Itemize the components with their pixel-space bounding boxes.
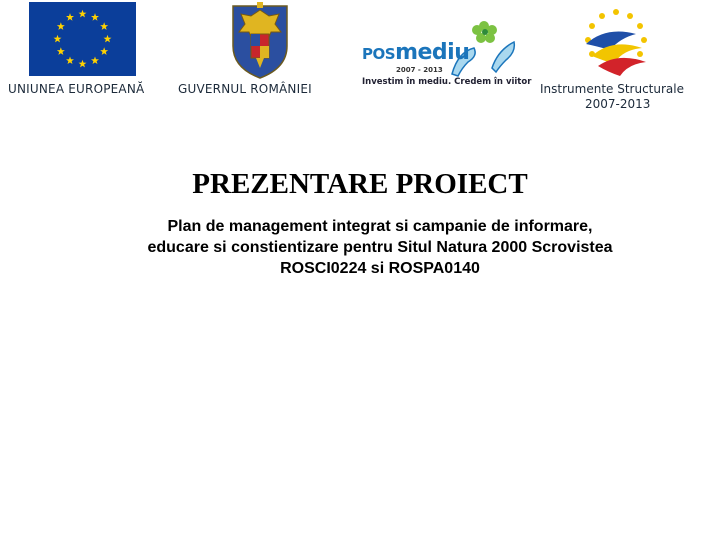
structural-caption: Instrumente Structurale xyxy=(540,82,684,96)
eu-caption: UNIUNEA EUROPEANĂ xyxy=(8,82,145,96)
subtitle-line: Plan de management integrat si campanie de informare, xyxy=(167,218,593,235)
structural-years: 2007-2013 xyxy=(585,97,651,111)
romanian-coat-of-arms-icon xyxy=(229,2,291,85)
subtitle-line: educare si constientizare pentru Situl Natura 2000 Scrovistea xyxy=(147,239,613,256)
project-subtitle xyxy=(100,216,660,279)
eu-star-icon xyxy=(57,22,65,30)
eu-star-icon xyxy=(100,47,108,55)
eu-star-icon xyxy=(66,56,74,64)
eu-star-icon xyxy=(66,13,74,21)
eu-star-icon xyxy=(100,22,108,30)
mediu-word: mediu xyxy=(395,40,470,65)
posmediu-tagline: Investim în mediu. Credem în viitor xyxy=(362,77,532,87)
eu-star-icon xyxy=(104,35,112,43)
subtitle-line: ROSCI0224 si ROSPA0140 xyxy=(280,260,480,277)
eu-star-icon xyxy=(79,10,87,18)
eu-star-icon xyxy=(91,13,99,21)
posmediu-years: 2007 - 2013 xyxy=(396,66,443,74)
structural-instruments-icon xyxy=(576,4,656,85)
posmediu-logo-text xyxy=(362,40,469,65)
pos-word: POS xyxy=(362,45,396,63)
eu-flag-icon xyxy=(29,2,136,76)
page-title: PREZENTARE PROIECT xyxy=(192,168,528,200)
eu-star-icon xyxy=(54,35,62,43)
gov-caption: GUVERNUL ROMÂNIEI xyxy=(178,82,312,96)
eu-star-icon xyxy=(79,60,87,68)
eu-star-icon xyxy=(57,47,65,55)
eu-star-icon xyxy=(91,56,99,64)
